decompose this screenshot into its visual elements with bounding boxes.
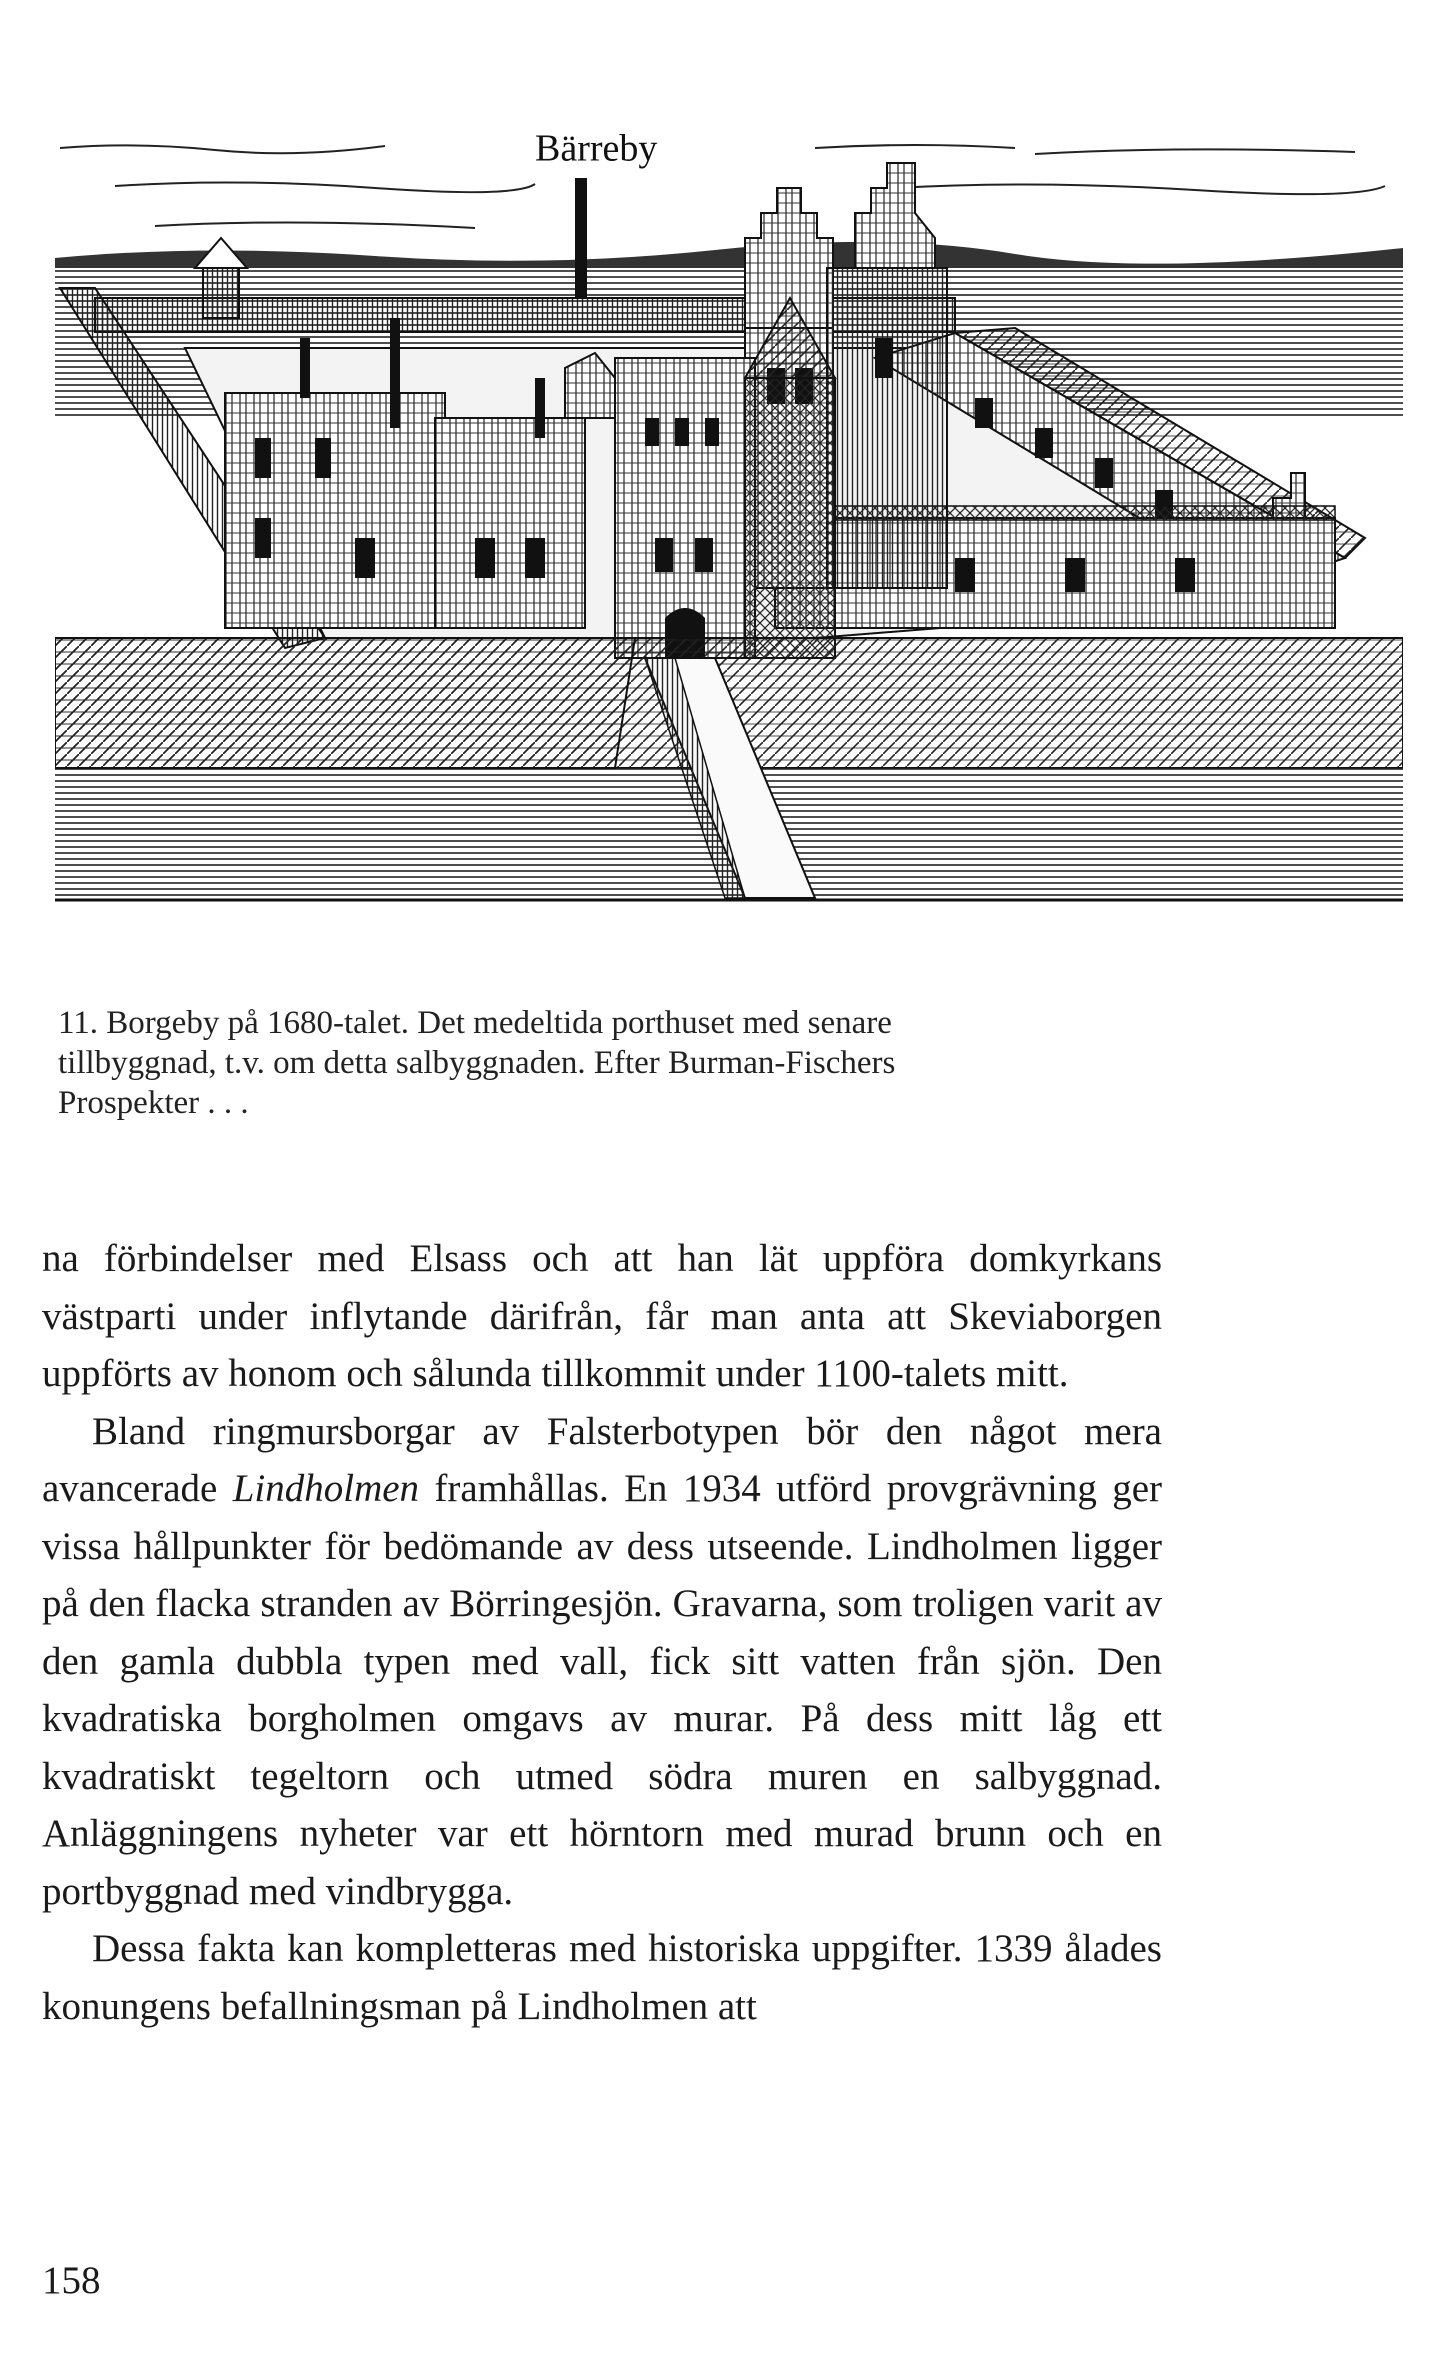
paragraph-1: na förbindelser med Elsass och att han lät uppföra domkyrkans västparti under inflytande därifrån, får man anta att Skeviaborgen uppförts av honom och sålunda tillkommit under 1100-talets mitt. bbox=[42, 1237, 1162, 1395]
caption-line: Prospekter . . . bbox=[58, 1085, 249, 1121]
paragraph-2-rest: framhållas. En 1934 utförd provgrävning ger vissa hållpunkter för bedömande av dess utseende. Lindholmen ligger på den flacka stranden av Börringesjön. Gravarna, som troligen varit av den gamla dubbla typen med vall, fick sitt vatten från sjön. Den kvadratiska borgholmen omgavs av murar. På dess mitt låg ett kvadratiskt tegeltorn och utmed södra muren en salbyggnad. Anläggningens nyheter var ett hörntorn med murad brunn och en portbyggnad med vindbrygga. bbox=[42, 1467, 1162, 1913]
borgeby-engraving bbox=[55, 118, 1403, 984]
paragraph-2-start: Bland ringmursborgar av Falsterbotypen bör den något mera avancerade bbox=[42, 1409, 1162, 1510]
engraving-label: Bärreby bbox=[535, 127, 658, 170]
figure-caption bbox=[58, 1003, 1058, 1123]
page-number: 158 bbox=[42, 2259, 101, 2302]
paragraph-3: Dessa fakta kan kompletteras med historiska uppgifter. 1339 ålades konungens befallningsman på Lindholmen att bbox=[42, 1927, 1162, 2028]
paragraph-2 bbox=[42, 1403, 1162, 1921]
body-text bbox=[42, 1230, 1162, 2035]
caption-line: tillbyggnad, t.v. om detta salbyggnaden. Efter Burman-Fischers bbox=[58, 1045, 896, 1081]
lindholmen-emphasis: Lindholmen bbox=[232, 1467, 420, 1510]
caption-line: 11. Borgeby på 1680-talet. Det medeltida porthuset med senare bbox=[58, 1005, 892, 1041]
